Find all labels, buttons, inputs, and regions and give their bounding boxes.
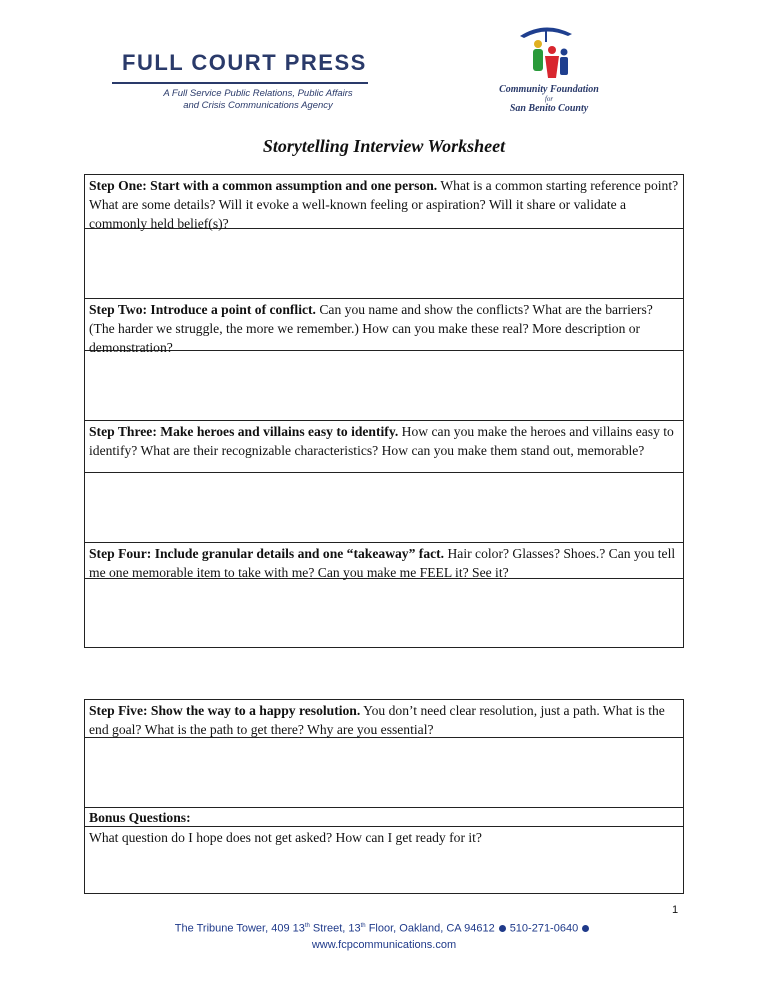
page-number: 1	[672, 904, 679, 916]
community-foundation-logo	[490, 22, 608, 122]
step-four-text: Hair color? Glasses? Shoes.? Can you tell me one memorable item to take with me? Can you make me FEEL it? See it?	[89, 546, 676, 580]
full-court-press-logo	[112, 44, 368, 120]
step-two-answer-field[interactable]	[85, 351, 683, 421]
step-two-heading: Step Two: Introduce a point of conflict.	[89, 302, 316, 317]
fcp-logo-rule	[112, 82, 368, 84]
step-four-heading: Step Four: Include granular details and one “takeaway” fact.	[89, 546, 445, 561]
fcp-tagline-line1: A Full Service Public Relations, Public Affairs	[163, 88, 353, 99]
footer-address-a: The Tribune Tower, 409 13	[174, 922, 305, 935]
bonus-text: What question do I hope does not get asked? How can I get ready for it?	[89, 830, 482, 845]
bonus-question-field[interactable]	[85, 827, 683, 893]
step-four-question	[85, 543, 683, 579]
worksheet-table-top	[84, 174, 684, 648]
step-three-heading: Step Three: Make heroes and villains easy to identify.	[89, 424, 399, 439]
step-two-question	[85, 299, 683, 355]
footer-phone: 510-271-0640	[509, 922, 579, 935]
step-five-text: You don’t need clear resolution, just a path. What is the end goal? What is the path to get there? Why are you essential?	[89, 703, 665, 737]
step-three-text: How can you make the heroes and villains easy to identify? What are their recognizable characteristics? How can you make them stand out, memorable?	[89, 424, 674, 458]
step-one-question	[85, 175, 683, 229]
bullet-dot-icon	[499, 925, 506, 932]
footer-sup1: th	[304, 923, 310, 929]
bullet-dot-icon	[582, 925, 589, 932]
fcp-logo-name: FULL COURT PRESS	[122, 50, 367, 75]
bonus-heading-row	[85, 808, 683, 827]
footer	[0, 918, 768, 953]
cf-line3: San Benito County	[509, 103, 589, 114]
footer-address-c: Floor, Oakland, CA 94612	[365, 922, 495, 935]
step-two-text: Can you name and show the conflicts? What are the barriers? (The harder we struggle, the more we remember.) How can you make these real? More description or demonstration?	[89, 302, 653, 355]
step-five-heading: Step Five: Show the way to a happy resolution.	[89, 703, 361, 718]
step-three-answer-field[interactable]	[85, 473, 683, 543]
step-five-question	[85, 700, 683, 738]
footer-address-b: Street, 13	[309, 922, 361, 935]
step-one-answer-field[interactable]	[85, 229, 683, 299]
umbrella-family-icon	[490, 22, 608, 84]
footer-website[interactable]: www.fcpcommunications.com	[311, 938, 457, 951]
cf-line1: Community Foundation	[499, 84, 599, 95]
cf-line2: for	[544, 95, 554, 103]
fcp-tagline	[148, 88, 368, 112]
worksheet-table-bottom	[84, 699, 684, 894]
step-five-answer-field[interactable]	[85, 738, 683, 808]
step-one-text: What is a common starting reference point? What are some details? Will it evoke a well-known feeling or aspiration? Will it share or validate a commonly held belief(s)?	[89, 178, 679, 231]
page-title: Storytelling Interview Worksheet	[262, 136, 506, 156]
step-one-heading: Step One: Start with a common assumption and one person.	[89, 178, 438, 193]
step-three-question	[85, 421, 683, 473]
footer-address-line	[0, 918, 768, 937]
footer-sup2: th	[360, 923, 366, 929]
bonus-heading: Bonus Questions:	[89, 810, 191, 825]
cf-logo-text	[490, 84, 608, 114]
step-four-answer-field[interactable]	[85, 579, 683, 647]
fcp-tagline-line2: and Crisis Communications Agency	[183, 100, 333, 111]
